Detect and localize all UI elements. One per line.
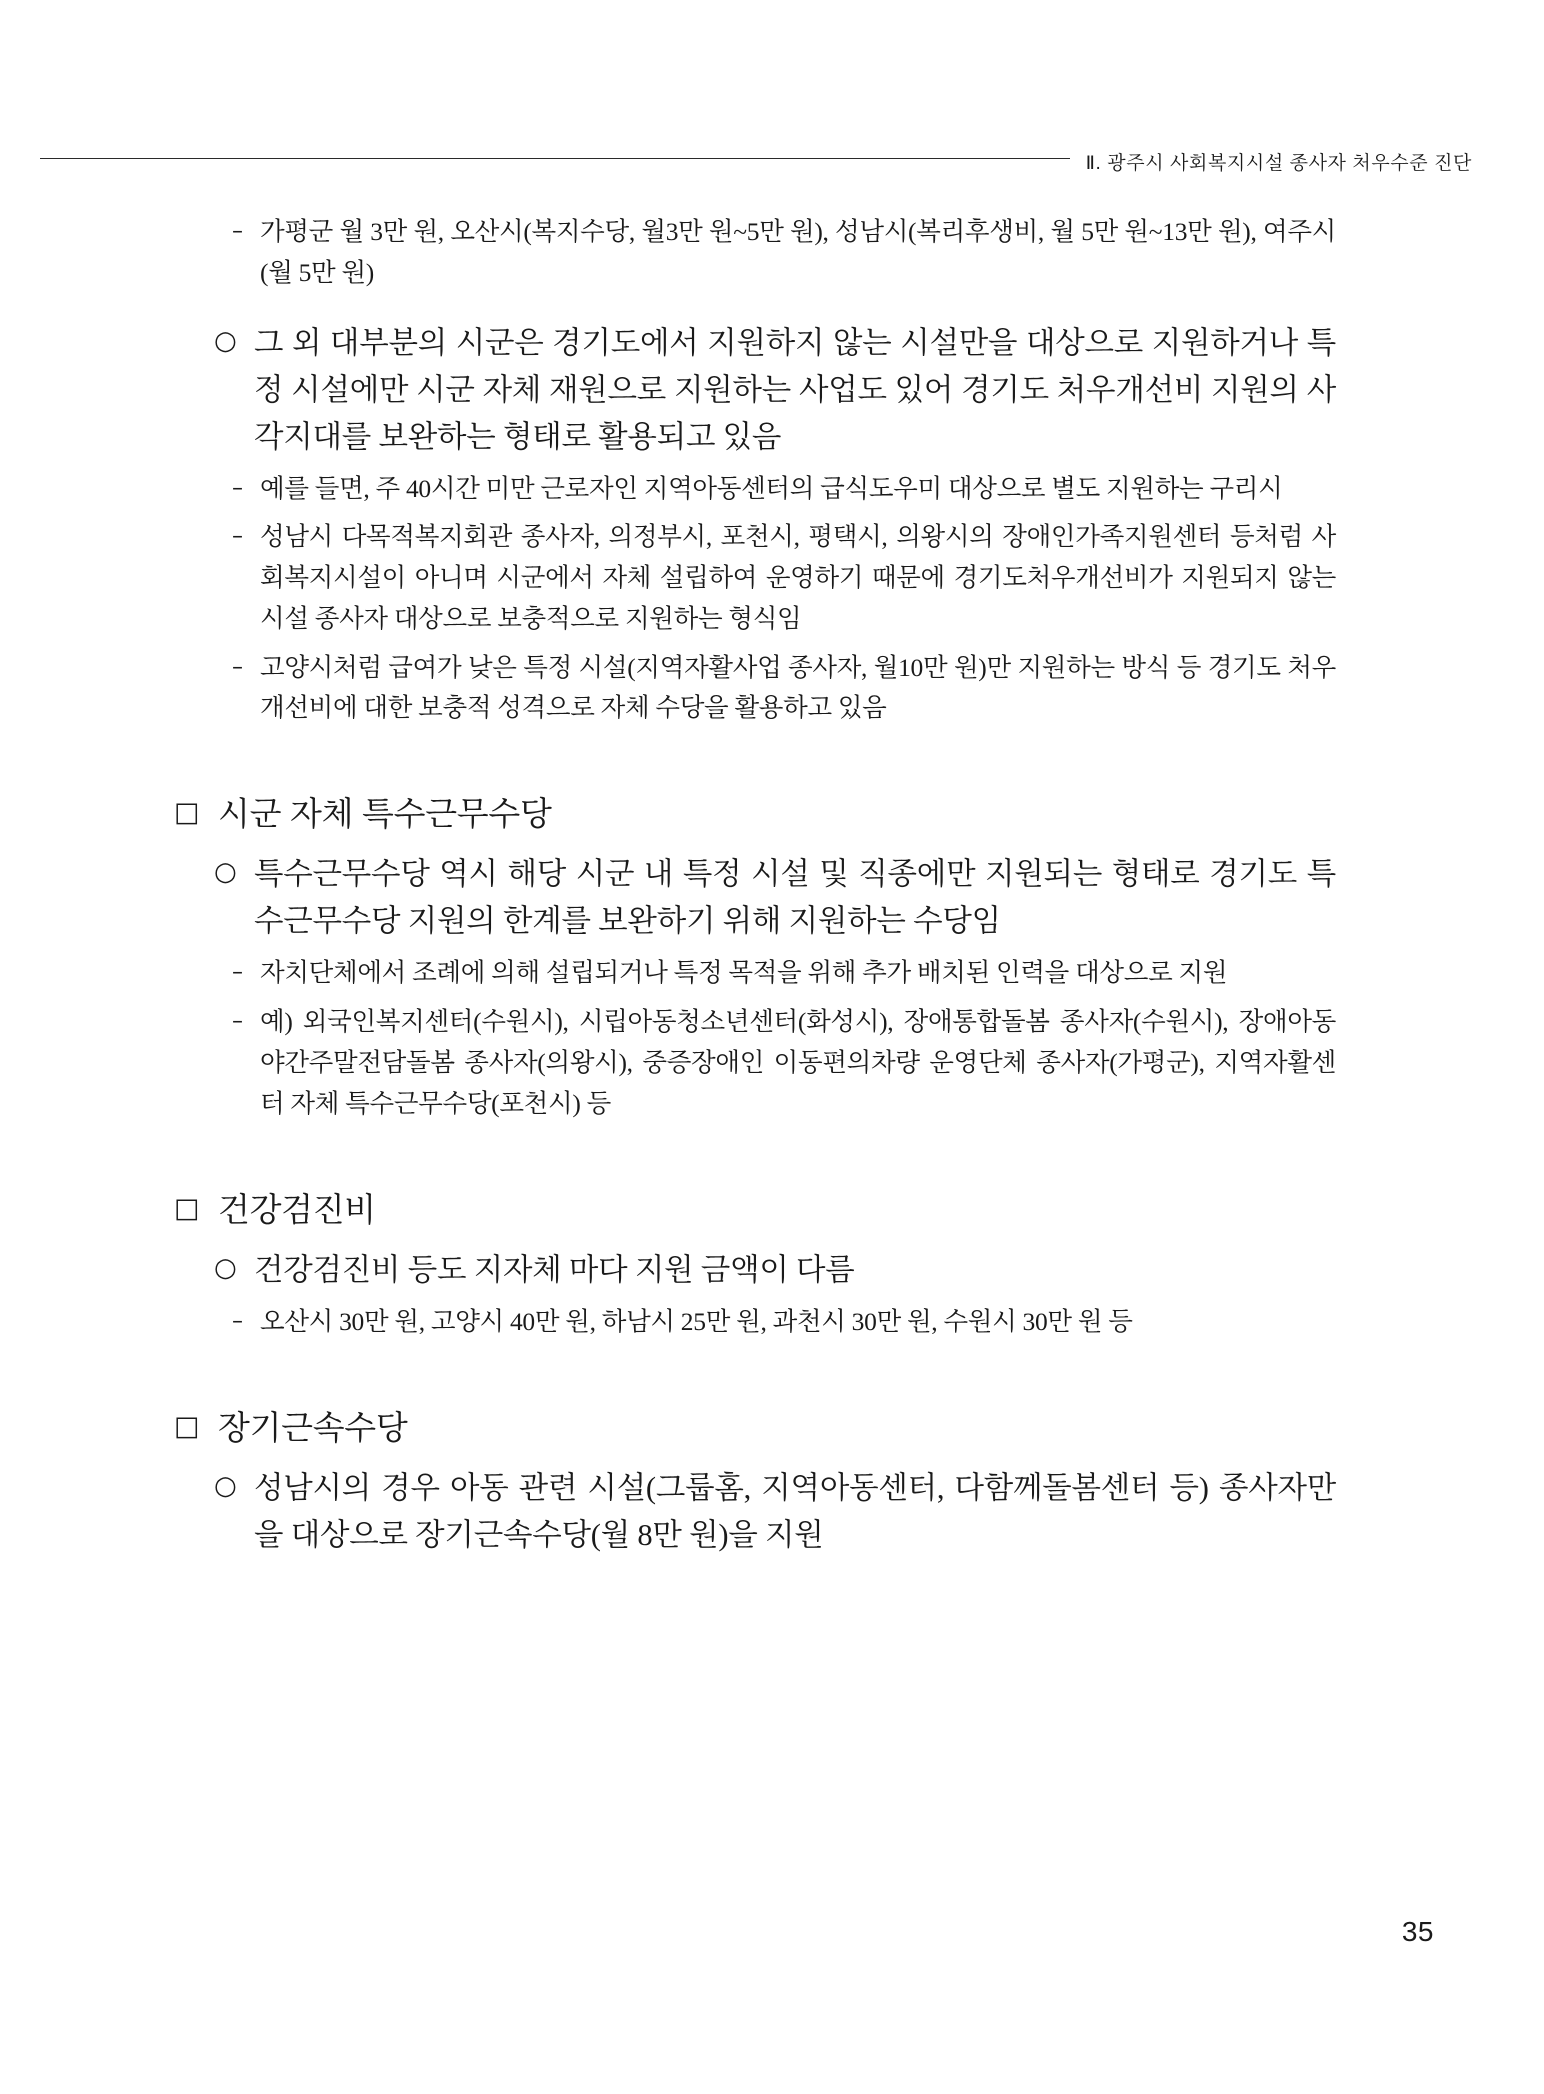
circle-bullet-icon: ○ [214,1252,237,1283]
dash-bullet-icon: – [232,524,243,550]
body-item-square [174,1187,1336,1233]
paragraph-text: 성남시의 경우 아동 관련 시설(그룹홈, 지역아동센터, 다함께돌봄센터 등) 종사자만을 대상으로 장기근속수당(월 8만 원)을 지원 [254,1470,1336,1552]
circle-bullet-icon: ○ [214,857,237,888]
running-header [40,148,1472,175]
body-item-dash [214,648,1336,730]
body-item-dash [214,517,1336,639]
paragraph-text: 가평군 월 3만 원, 오산시(복지수당, 월3만 원~5만 원), 성남시(복리후생비, 월 5만 원~13만 원), 여주시(월 5만 원) [260,217,1336,287]
paragraph-text: 건강검진비 등도 지자체 마다 지원 금액이 다름 [254,1252,855,1287]
body-item-dash [214,212,1336,294]
dash-bullet-icon: – [232,960,243,986]
body-item-circle [214,1247,1336,1294]
dash-bullet-icon: – [232,219,243,244]
paragraph-text: 그 외 대부분의 시군은 경기도에서 지원하지 않는 시설만을 대상으로 지원하거나 특정 시설에만 시군 자체 재원으로 지원하는 사업도 있어 경기도 처우개선비 지원의 사각지대를 보완하는 형태로 활용되고 있음 [254,325,1336,454]
paragraph-text: 예를 들면, 주 40시간 미만 근로자인 지역아동센터의 급식도우미 대상으로 별도 지원하는 구리시 [260,473,1283,503]
dash-bullet-icon: – [232,1308,243,1334]
paragraph-text: 예) 외국인복지센터(수원시), 시립아동청소년센터(화성시), 장애통합돌봄 종사자(수원시), 장애아동 야간주말전담돌봄 종사자(의왕시), 중증장애인 이동편의차량 운영단체 종사자(가평군), 지역자활센터 자체 특수근무수당(포천시) 등 [260,1007,1336,1118]
section-heading-text: 시군 자체 특수근무수당 [218,795,552,833]
body-item-dash [214,953,1336,994]
running-header-title: Ⅱ. 광주시 사회복지시설 종사자 처우수준 진단 [1085,153,1472,174]
paragraph-text: 오산시 30만 원, 고양시 40만 원, 하남시 25만 원, 과천시 30만 원, 수원시 30만 원 등 [260,1306,1133,1336]
dash-bullet-icon: – [232,654,243,680]
body-item-square [174,1405,1336,1451]
paragraph-text: 고양시처럼 급여가 낮은 특정 시설(지역자활사업 종사자, 월10만 원)만 지원하는 방식 등 경기도 처우개선비에 대한 보충적 성격으로 자체 수당을 활용하고 있음 [260,652,1336,723]
section-heading-text: 건강검진비 [218,1190,376,1228]
dash-bullet-icon: – [232,1009,243,1035]
body-item-circle [214,320,1336,461]
section-heading-text: 장기근속수당 [218,1408,408,1446]
page-number: 35 [1401,1916,1434,1947]
dash-bullet-icon: – [232,475,243,501]
body-item-dash [214,1002,1336,1124]
body-item-circle [214,1465,1336,1559]
circle-bullet-icon: ○ [214,325,237,356]
document-body [174,212,1336,1559]
square-bullet-icon: □ [174,1192,200,1224]
body-item-square [174,791,1336,837]
paragraph-text: 성남시 다목적복지회관 종사자, 의정부시, 포천시, 평택시, 의왕시의 장애인가족지원센터 등처럼 사회복지시설이 아니며 시군에서 자체 설립하여 운영하기 때문에 경기도처우개선비가 지원되지 않는 시설 종사자 대상으로 보충적으로 지원하는 형식임 [260,522,1336,633]
body-item-circle [214,851,1336,945]
body-item-dash [214,469,1336,510]
paragraph-text: 특수근무수당 역시 해당 시군 내 특정 시설 및 직종에만 지원되는 형태로 경기도 특수근무수당 지원의 한계를 보완하기 위해 지원하는 수당임 [254,857,1336,939]
square-bullet-icon: □ [174,797,200,829]
header-rule [40,158,1070,159]
circle-bullet-icon: ○ [214,1470,237,1501]
paragraph-text: 자치단체에서 조례에 의해 설립되거나 특정 목적을 위해 추가 배치된 인력을 대상으로 지원 [260,958,1228,988]
body-item-dash [214,1302,1336,1343]
square-bullet-icon: □ [174,1410,200,1442]
